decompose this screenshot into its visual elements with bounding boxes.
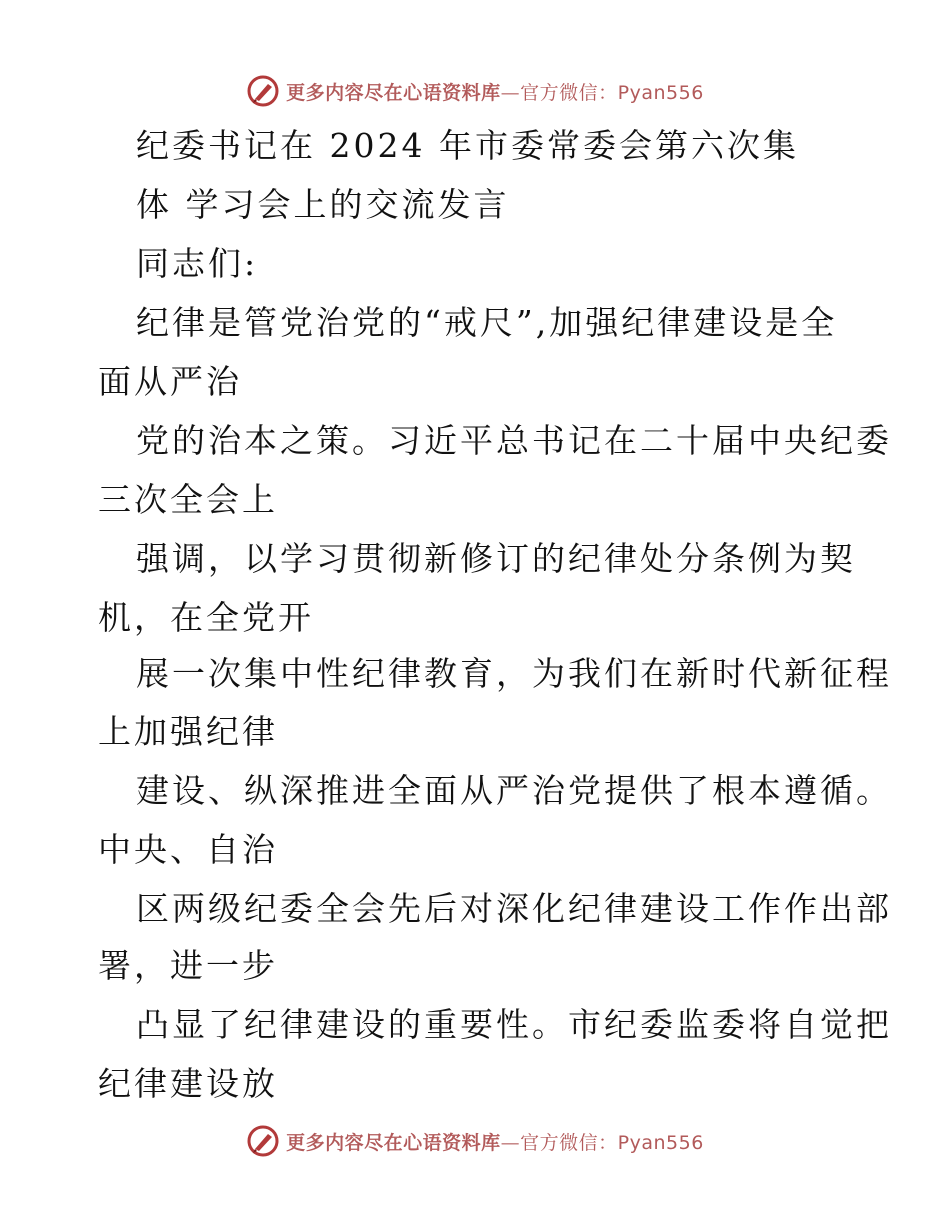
watermark-main-text: 更多内容尽在心语资料库 xyxy=(286,81,501,104)
doc-text-line: 上加强纪律 xyxy=(98,712,278,751)
doc-text-line: 机，在全党开 xyxy=(98,598,314,637)
doc-text-line: 区两级纪委全会先后对深化纪律建设工作作出部 xyxy=(136,889,892,928)
doc-salutation: 同志们: xyxy=(136,244,259,283)
doc-text-line: 三次全会上 xyxy=(98,480,278,519)
watermark-text xyxy=(286,1128,704,1155)
watermark-content xyxy=(246,1124,704,1158)
watermark-suffix-text: 官方微信：Pyan556 xyxy=(520,1131,704,1154)
doc-text-line: 纪律是管党治党的“戒尺”,加强纪律建设是全 xyxy=(136,303,838,342)
watermark-separator: — xyxy=(500,81,521,104)
pen-logo-icon xyxy=(246,74,280,108)
footer-watermark xyxy=(0,1121,950,1161)
doc-title-line-1: 纪委书记在 2024 年市委常委会第六次集 xyxy=(136,126,799,165)
doc-text-line: 面从严治 xyxy=(98,362,242,401)
doc-text-line: 强调，以学习贯彻新修订的纪律处分条例为契 xyxy=(136,539,856,578)
watermark-main-text: 更多内容尽在心语资料库 xyxy=(286,1131,501,1154)
watermark-separator: — xyxy=(500,1131,521,1154)
watermark-suffix-text: 官方微信：Pyan556 xyxy=(520,81,704,104)
doc-text-line: 建设、纵深推进全面从严治党提供了根本遵循。 xyxy=(136,771,892,810)
doc-text-line: 署，进一步 xyxy=(98,946,278,985)
doc-text-line: 展一次集中性纪律教育，为我们在新时代新征程 xyxy=(136,654,892,693)
header-watermark xyxy=(0,71,950,111)
watermark-text xyxy=(286,78,704,105)
doc-text-line: 凸显了纪律建设的重要性。市纪委监委将自觉把 xyxy=(136,1005,892,1044)
doc-text-line: 纪律建设放 xyxy=(98,1064,278,1103)
watermark-content xyxy=(246,74,704,108)
doc-text-line: 党的治本之策。习近平总书记在二十届中央纪委 xyxy=(136,421,892,460)
doc-title-line-2: 体 学习会上的交流发言 xyxy=(136,185,510,224)
doc-text-line: 中央、自治 xyxy=(98,830,278,869)
pen-logo-icon xyxy=(246,1124,280,1158)
